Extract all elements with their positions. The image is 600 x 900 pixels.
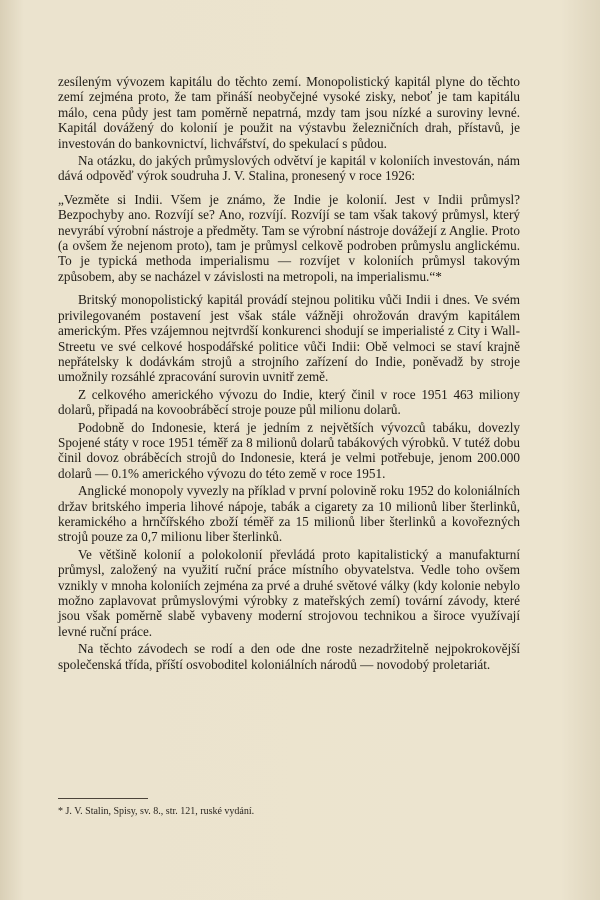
quote-text: „Vezměte si Indii. Všem je známo, že Indie je kolonií. Jest v Indii průmysl? Bezpochyby ano. Rozvíjí se? Ano, rozvíjí. Rozvíjí se tam však takový průmysl, který nevyrábí výrobní nástroje a předměty. Tam se výrobní nástroje dovážejí z Anglie. Proto (a ovšem že nejenom proto), tam je průmysl celkově podroben průmyslu anglickému. To je typická methoda imperialismu — rozvíjet v koloniích průmysl takovým způsobem, aby se nacházel v závislosti na metropoli, na imperialismu.“* xyxy=(58,191,520,284)
paragraph: Na těchto závodech se rodí a den ode dne roste nezadržitelně nejpokrokovější společenská třída, příští osvoboditel koloniálních národů — novodobý proletariát. xyxy=(58,641,520,672)
block-quote xyxy=(58,192,520,284)
paragraph: Britský monopolistický kapitál provádí stejnou politiku vůči Indii i dnes. Ve svém privilegovaném postavení jest však stále vážněji ohrožován dravým kapitálem americkým. Přes vzájemnou nejtvrdší konkurenci shodují se imperialisté z City i Wall-Streetu ve své celkové hospodářské politice vůči Indii: Obě velmoci se staví krajně nepřátelsky k dodávkám strojů a strojního zařízení do Indie, poněvadž by stroje umožnily rozsáhlé zpracování surovin uvnitř země. xyxy=(58,292,520,385)
paragraph: Anglické monopoly vyvezly na příklad v první polovině roku 1952 do koloniálních držav britského imperia lihové nápoje, tabák a cigarety za 10 milionů liber šterlinků, keramického a hrnčířského zboží téměř za 15 milionů liber šterlinků a kovořezných strojů pouze za 0,7 milionu liber šterlinků. xyxy=(58,483,520,545)
paragraph: zesíleným vývozem kapitálu do těchto zemí. Monopolistický kapitál plyne do těchto zemí zejména proto, že tam přináší neobyčejné vysoké zisky, neboť je tam kapitálu málo, cena půdy jest tam poměrně nepatrná, mzdy tam jsou nízké a suroviny levné. Kapitál dovážený do kolonií je použit na výstavbu železničních drah, přístavů, je investován do bankovnictví, lichvářství, do spekulací s půdou. xyxy=(58,74,520,151)
paragraph: Podobně do Indonesie, která je jedním z největších vývozců tabáku, dovezly Spojené státy v roce 1951 téměř za 8 milionů dolarů tabákových výrobků. V tutéž dobu činil dovoz obráběcích strojů do Indonesie, která je velmi potřebuje, jenom 200.000 dolarů — 0.1% amerického vývozu do této země v roce 1951. xyxy=(58,419,520,481)
footnote: * J. V. Stalin, Spisy, sv. 8., str. 121, ruské vydání. xyxy=(58,806,255,817)
footnote-divider xyxy=(58,798,148,799)
paragraph: Ve většině kolonií a polokolonií převládá proto kapitalistický a manufakturní průmysl, založený na využití ruční práce místního obyvatelstva. Vedle toho ovšem vznikly v mnoha koloniích zejména za prvé a druhé světové války (kdy kolonie nebylo možno zaplavovat průmyslovými výrobky z mateřských zemí) tovární závody, které jsou však poměrně slabě vybaveny moderní strojovou technikou a široce využívají levné ruční práce. xyxy=(58,546,520,639)
page-body xyxy=(58,74,520,672)
paragraph: Z celkového amerického vývozu do Indie, který činil v roce 1951 463 miliony dolarů, připadá na kovoobráběcí stroje pouze půl milionu dolarů. xyxy=(58,386,520,418)
paragraph: Na otázku, do jakých průmyslových odvětví je kapitál v koloniích investován, nám dává odpověď výrok soudruha J. V. Stalina, pronesený v roce 1926: xyxy=(58,153,520,184)
